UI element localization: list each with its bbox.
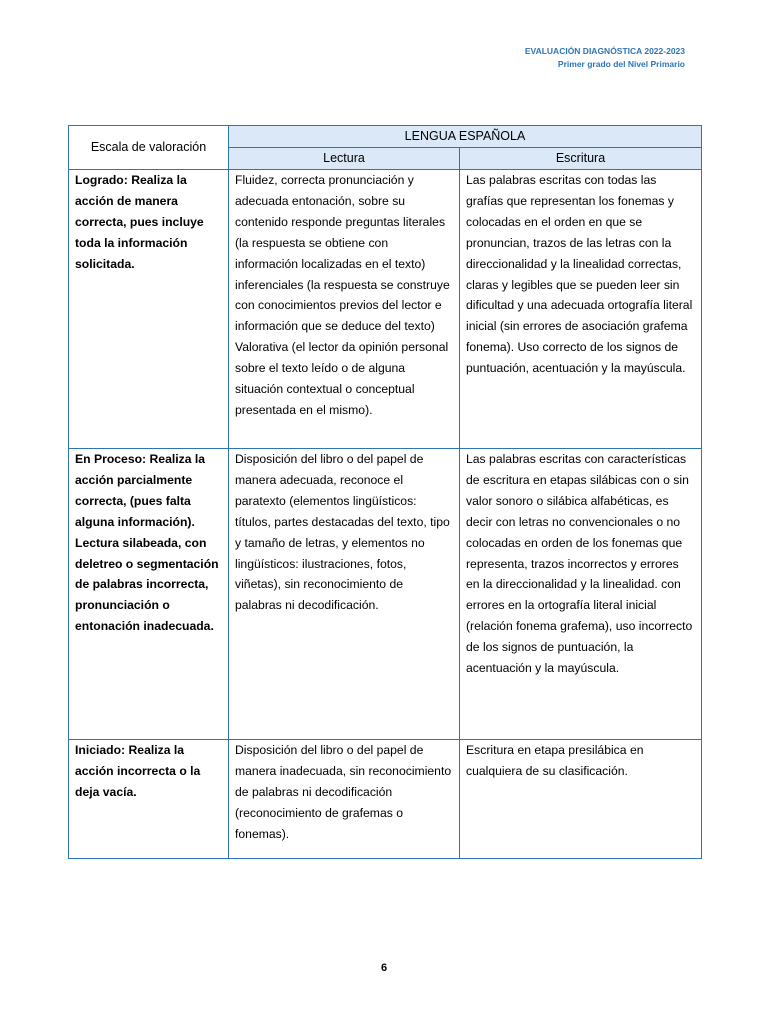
header-subtitle: Primer grado del Nivel Primario — [557, 59, 685, 69]
reading-cell: Disposición del libro o del papel de manera adecuada, reconoce el paratexto (elementos lingüísticos: títulos, partes destacadas del texto, tipo y tamaño de letras, y elementos no lingüísticos: ilustraciones, fotos, viñetas), sin reconocimiento de palabras ni decodificación. — [229, 449, 460, 740]
writing-cell: Las palabras escritas con características de escritura en etapas silábicas con o sin valor sonoro o silábica alfabéticas, es decir con letras no convencionales o no colocadas en orden de los fonemas que representa, trazos incorrectos y errores en la direccionalidad y la linealidad. con errores en la ortografía literal inicial (relación fonema grafema), uso incorrecto de los signos de puntuación, la acentuación y la mayúscula. — [460, 449, 702, 740]
table-header-row — [69, 126, 702, 148]
level-cell: En Proceso: Realiza la acción parcialmente correcta, (pues falta alguna información). Lectura silabeada, con deletreo o segmentación de palabras incorrecta, pronunciación o entonación inadecuada. — [69, 449, 229, 740]
scale-header: Escala de valoración — [69, 126, 229, 170]
document-header — [525, 45, 685, 71]
writing-cell: Escritura en etapa presilábica en cualquiera de su clasificación. — [460, 740, 702, 859]
table-row — [69, 740, 702, 859]
subject-header: LENGUA ESPAÑOLA — [229, 126, 702, 148]
rubric-table — [68, 125, 702, 859]
writing-cell: Las palabras escritas con todas las grafías que representan los fonemas y colocadas en el orden en que se pronuncian, trazos de las letras con la direccionalidad y la linealidad correctas, claras y legibles que se pueden leer sin dificultad y una adecuada ortografía literal inicial (sin errores de asociación grafema fonema). Uso correcto de los signos de puntuación, acentuación y la mayúscula. — [460, 170, 702, 449]
reading-column-header: Lectura — [229, 148, 460, 170]
table-row — [69, 449, 702, 740]
reading-cell: Fluidez, correcta pronunciación y adecuada entonación, sobre su contenido responde preguntas literales (la respuesta se obtiene con información localizadas en el texto) inferenciales (la respuesta se construye con conocimientos previos del lector e información que se deduce del texto) Valorativa (el lector da opinión personal sobre el texto leído o de alguna situación contextual o conceptual presentada en el mismo). — [229, 170, 460, 449]
header-title: EVALUACIÓN DIAGNÓSTICA 2022-2023 — [524, 46, 685, 56]
writing-column-header: Escritura — [460, 148, 702, 170]
level-cell: Iniciado: Realiza la acción incorrecta o la deja vacía. — [69, 740, 229, 859]
reading-cell: Disposición del libro o del papel de manera inadecuada, sin reconocimiento de palabras ni decodificación (reconocimiento de grafemas o fonemas). — [229, 740, 460, 859]
table-row — [69, 170, 702, 449]
page-number: 6 — [380, 962, 388, 974]
level-cell: Logrado: Realiza la acción de manera correcta, pues incluye toda la información solicitada. — [69, 170, 229, 449]
